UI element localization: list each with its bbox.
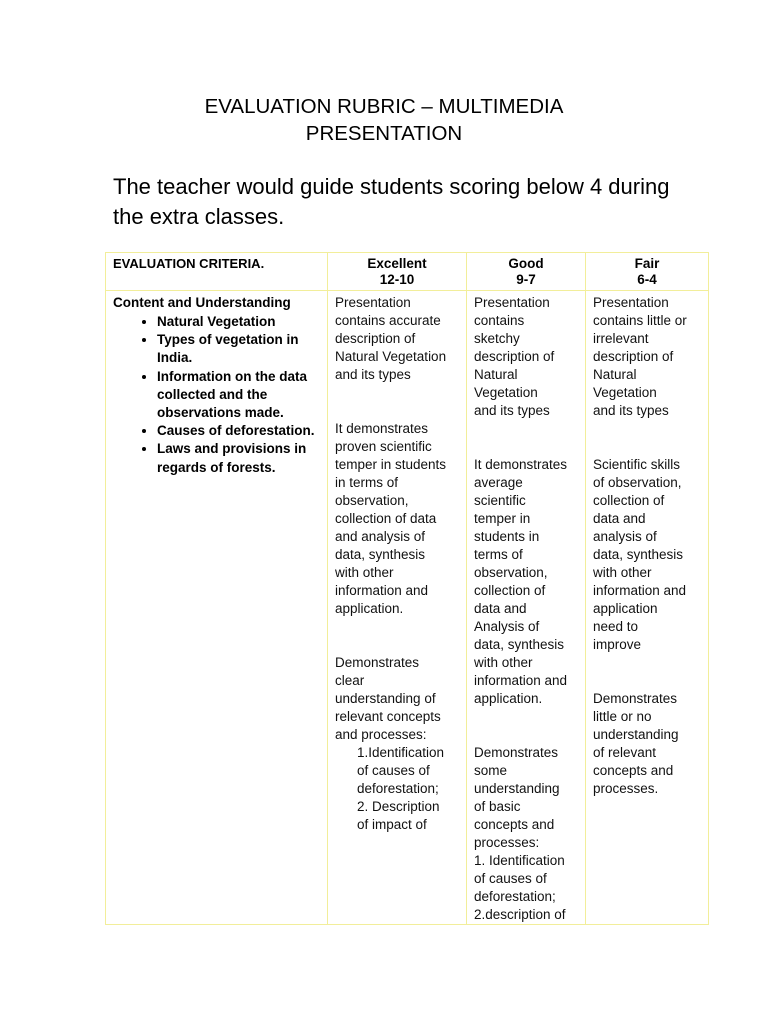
header-good: [467, 253, 586, 291]
criteria-list: [113, 313, 320, 477]
fair-description-2: Scientific skills of observation, collection of data and analysis of data, synthesis with other information and application need to improve: [593, 457, 687, 652]
header-excellent-label: Excellent: [367, 256, 427, 271]
criteria-item: • Laws and provisions in regards of forests.: [157, 440, 320, 476]
fair-description-3: Demonstrates little or no understanding of relevant concepts and processes.: [593, 691, 679, 796]
header-excellent-range: 12-10: [379, 272, 415, 287]
title-line-2: PRESENTATION: [305, 122, 463, 145]
criteria-item: • Causes of deforestation.: [157, 422, 320, 440]
fair-cell: [586, 291, 709, 925]
excellent-description-2: It demonstrates proven scientific temper in students in terms of observation, collection of data and analysis of data, synthesis with other information and application.: [335, 421, 447, 616]
criteria-item: • Types of vegetation in India.: [157, 331, 320, 367]
good-description-3: Demonstrates some understanding of basic concepts and processes: 1. Identification of causes of deforestation; 2.description of: [474, 745, 566, 922]
header-good-label: Good: [508, 256, 544, 271]
header-fair: [586, 253, 709, 291]
content-row: [106, 291, 709, 925]
good-cell: [467, 291, 586, 925]
excellent-description-3: Demonstrates clear understanding of relevant concepts and processes:: [335, 655, 441, 742]
good-description-1: Presentation contains sketchy description of Natural Vegetation and its types: [474, 295, 555, 418]
document-title: [0, 93, 768, 147]
excellent-description-3-sub: 1.Identification of causes of deforestation; 2. Description of impact of: [357, 745, 445, 832]
criteria-cell: [106, 291, 328, 925]
header-fair-label: Fair: [634, 256, 660, 271]
header-row: [106, 253, 709, 291]
title-line-1: EVALUATION RUBRIC – MULTIMEDIA: [204, 95, 564, 118]
rubric-table: [105, 252, 709, 925]
criteria-item: • Natural Vegetation: [157, 313, 320, 331]
fair-description-1: Presentation contains little or irrelevant description of Natural Vegetation and its types: [593, 295, 687, 418]
header-fair-range: 6-4: [637, 272, 657, 287]
criteria-item: • Information on the data collected and the observations made.: [157, 368, 320, 423]
good-description-2: It demonstrates average scientific temper in students in terms of observation, collection of data and Analysis of data, synthesis with other information and application.: [474, 457, 568, 706]
intro-paragraph: The teacher would guide students scoring below 4 during the extra classes.: [113, 174, 670, 229]
header-good-range: 9-7: [516, 272, 536, 287]
header-excellent: [328, 253, 467, 291]
header-criteria: EVALUATION CRITERIA.: [106, 253, 328, 291]
criteria-title: Content and Understanding: [113, 295, 291, 310]
excellent-cell: [328, 291, 467, 925]
excellent-description-1: Presentation contains accurate description of Natural Vegetation and its types: [335, 295, 447, 382]
